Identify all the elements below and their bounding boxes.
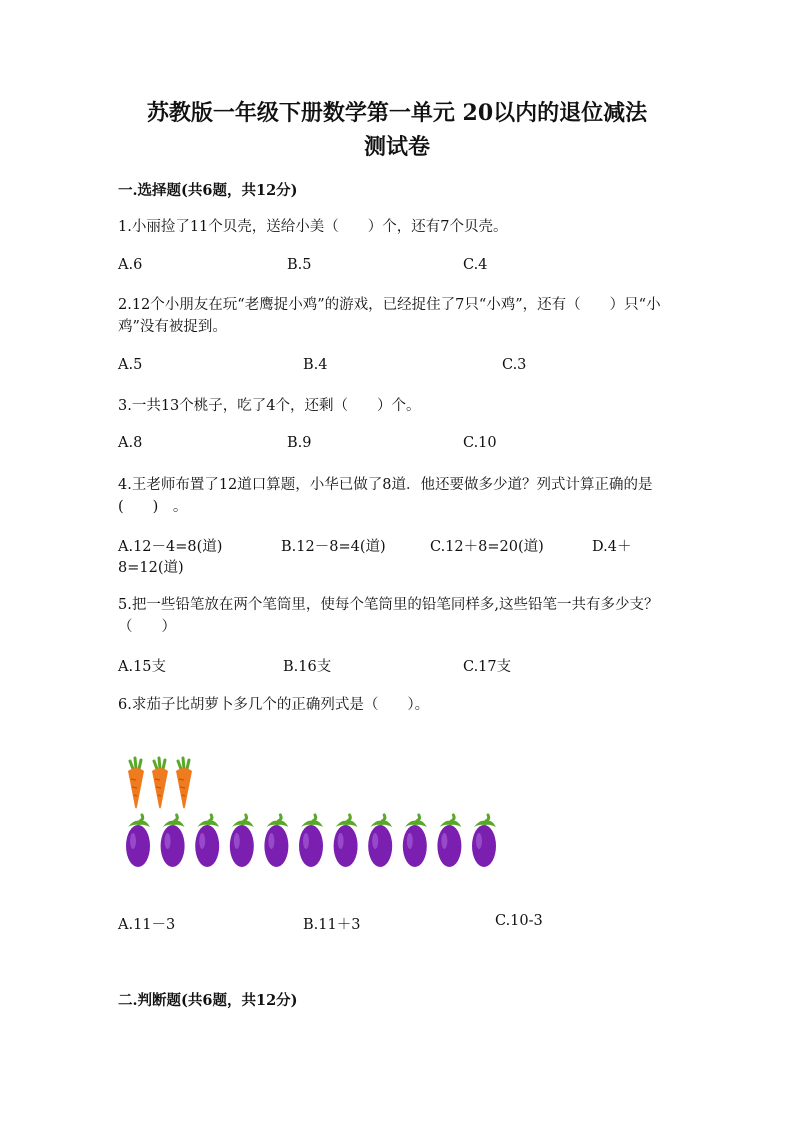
question-1: 1.小丽捡了11个贝壳，送给小美（ ）个，还有7个贝壳。: [118, 219, 508, 235]
eggplant-icon: [195, 815, 219, 867]
eggplant-icon: [264, 815, 288, 867]
carrot-eggplant-figure: [122, 755, 502, 870]
page-title-line2: 测试卷: [363, 134, 430, 160]
q3-option-a: A.8: [118, 435, 143, 451]
section-heading-judge: 二.判断题(共6题，共12分): [118, 992, 298, 1009]
eggplant-icon: [299, 815, 323, 867]
eggplant-icon: [161, 815, 185, 867]
q6-option-c: C.10-3: [495, 913, 543, 929]
q2-option-b: B.4: [303, 357, 328, 373]
q1-option-a: A.6: [118, 257, 143, 273]
q1-option-b: B.5: [287, 257, 312, 273]
eggplant-icon: [403, 815, 427, 867]
question-3: 3.一共13个桃子，吃了4个，还剩（ ）个。: [118, 398, 421, 414]
eggplant-icon: [472, 815, 496, 867]
eggplant-icon: [368, 815, 392, 867]
question-6: 6.求茄子比胡萝卜多几个的正确列式是（ ）。: [118, 697, 430, 713]
q6-option-b: B.11＋3: [303, 917, 361, 933]
q5-option-b: B.16支: [283, 659, 332, 675]
q2-option-a: A.5: [118, 357, 143, 373]
question-2: 2.12个小朋友在玩“老鹰捉小鸡”的游戏，已经捉住了7只“小鸡”，还有（ ）只“小鸡”没有被捉到。: [118, 297, 661, 335]
q4-option-b: B.12－8=4(道): [281, 539, 386, 555]
question-4: 4.王老师布置了12道口算题，小华已做了8道．他还要做多少道？列式计算正确的是( ) 。: [118, 477, 653, 515]
q3-option-b: B.9: [287, 435, 312, 451]
eggplant-icon: [230, 815, 254, 867]
carrot-icon: [176, 758, 192, 809]
eggplant-icon: [437, 815, 461, 867]
carrot-icon: [152, 758, 168, 809]
q4-option-a: A.12－4=8(道): [118, 539, 223, 555]
carrot-icon: [128, 758, 144, 809]
eggplant-icon: [334, 815, 358, 867]
q3-option-c: C.10: [463, 435, 497, 451]
section-heading-choice: 一.选择题(共6题，共12分): [118, 182, 298, 199]
q4-option-c: C.12＋8=20(道): [430, 539, 544, 555]
eggplant-icon: [126, 815, 150, 867]
q5-option-a: A.15支: [118, 659, 167, 675]
q4-option-d-cont: 8=12(道): [118, 560, 184, 576]
q6-option-a: A.11－3: [118, 917, 176, 933]
page-title: 苏教版一年级下册数学第一单元 20以内的退位减法: [146, 100, 648, 126]
question-5: 5.把一些铅笔放在两个笔筒里，使每个笔筒里的铅笔同样多,这些铅笔一共有多少支？（ ）: [118, 597, 659, 635]
q2-option-c: C.3: [502, 357, 527, 373]
q1-option-c: C.4: [463, 257, 488, 273]
q4-option-d: D.4＋: [592, 539, 632, 555]
q5-option-c: C.17支: [463, 659, 512, 675]
